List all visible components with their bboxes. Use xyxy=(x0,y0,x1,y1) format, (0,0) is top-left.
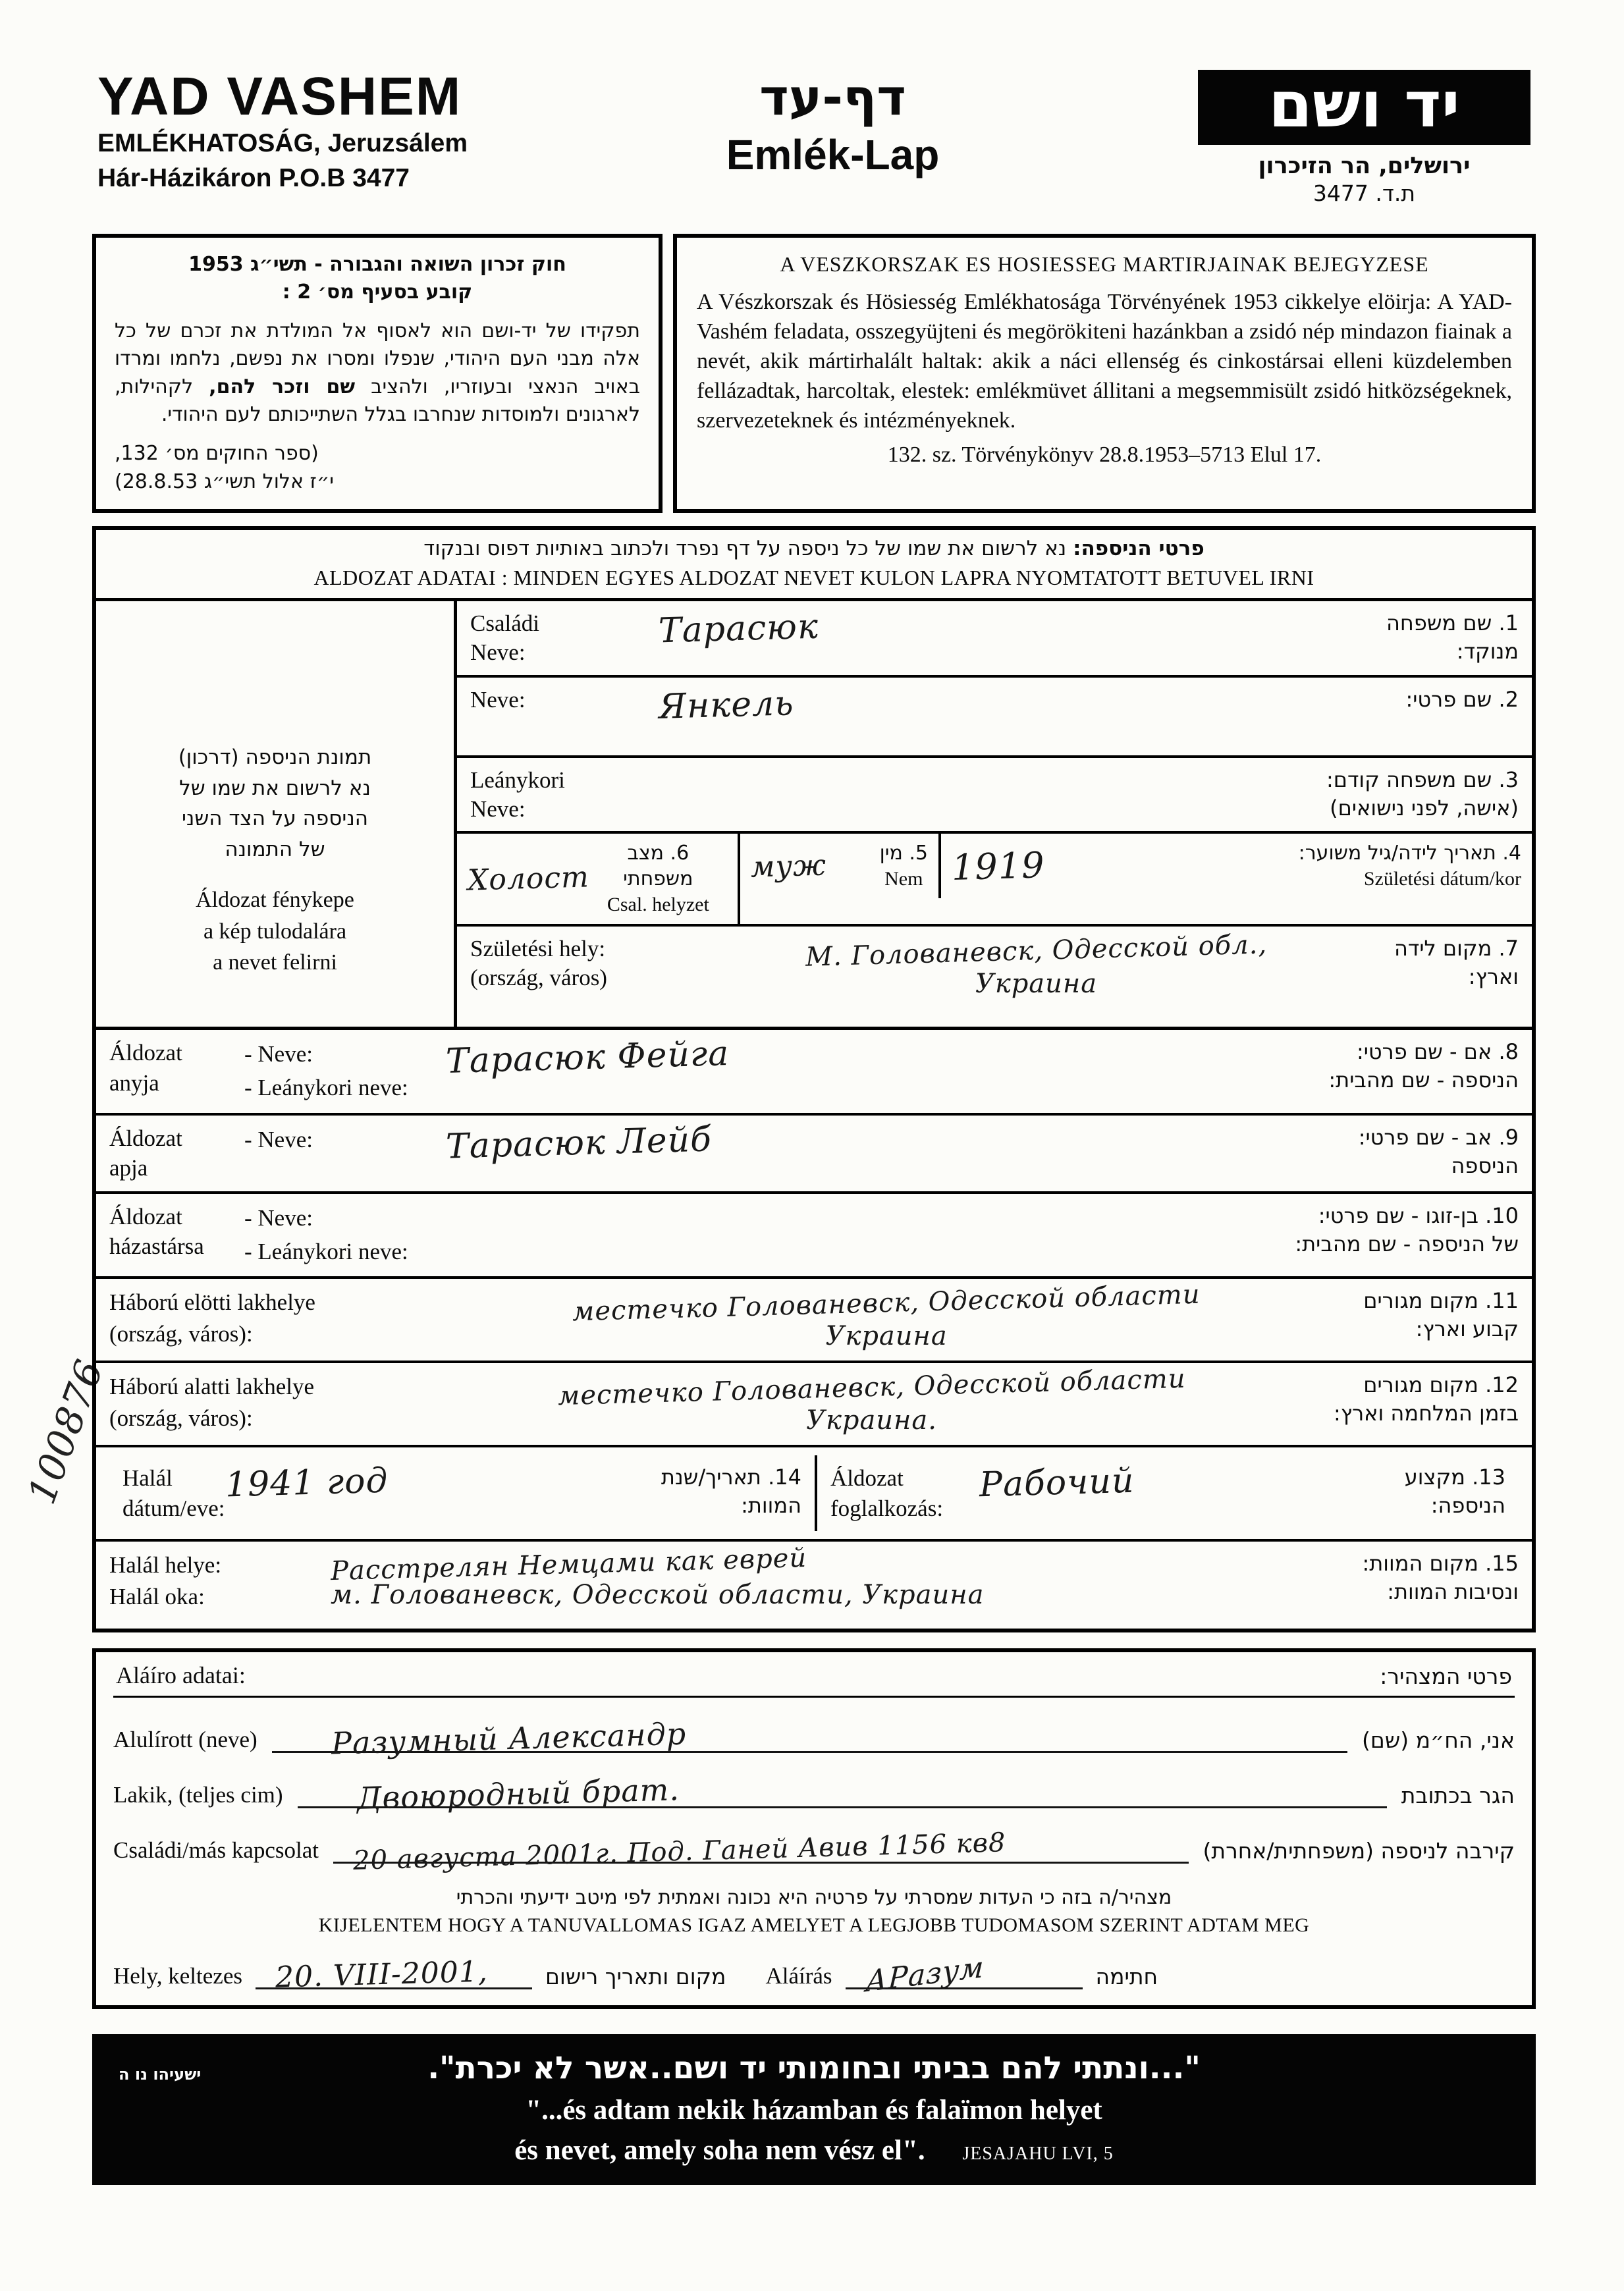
wartime-residence-value-line-2: Украина. xyxy=(806,1405,937,1436)
archival-number-handwritten: 100876 xyxy=(18,1353,113,1510)
photo-heb-line-3: הניספה על הצד השני xyxy=(181,807,369,831)
family-name-heb-line-2: מנוקד: xyxy=(1456,639,1519,664)
father-label xyxy=(109,1123,244,1183)
form-lower-section xyxy=(96,1030,1532,1629)
birthplace-value-line-2: Украина xyxy=(975,969,1098,1000)
mother-heb-line-2: הניספה - שם מהבית: xyxy=(1328,1067,1519,1093)
birth-date-labels xyxy=(1299,840,1521,892)
father-sublabels xyxy=(244,1123,442,1157)
spouse-heb-line-2: של הניספה - שם מהבית: xyxy=(1295,1231,1519,1256)
prewar-residence-heb-line-2: קבוע וארץ: xyxy=(1415,1316,1519,1342)
instruction-hebrew xyxy=(103,537,1525,560)
family-name-label xyxy=(470,609,655,667)
spouse-label-hebrew xyxy=(1295,1202,1519,1258)
declarant-name-line xyxy=(272,1715,1347,1762)
law-reference-hebrew-line-2: י״ז אלול תשי״ג 28.8.53) xyxy=(115,470,334,493)
photo-heb-line-1: תמונת הניספה (דרכון) xyxy=(178,745,372,770)
occupation-label-line-2: foglalkozás: xyxy=(830,1495,944,1521)
form-title-latin: Emlék-Lap xyxy=(726,130,940,178)
sex-label-hebrew: 5. מין xyxy=(879,842,928,865)
footer-quote-hungarian-attribution: JESAJAHU LVI, 5 xyxy=(962,2143,1114,2165)
spouse-sublabels xyxy=(244,1202,442,1269)
place-date-signature-row xyxy=(113,1950,1515,1999)
death-date-heb-line-2: המוות: xyxy=(741,1493,801,1519)
row-death-and-occupation xyxy=(96,1447,1532,1542)
family-name-field xyxy=(655,606,1386,651)
wartime-residence-field xyxy=(406,1363,1334,1437)
birthplace-label-line-2: (ország, város) xyxy=(470,965,607,991)
father-field xyxy=(442,1119,1359,1167)
row-death-place xyxy=(96,1542,1532,1629)
row-wartime-residence xyxy=(96,1363,1532,1447)
declarant-name-row xyxy=(113,1715,1515,1762)
org-subtitle-2: Hár-Házikáron P.O.B 3477 xyxy=(97,163,410,192)
prewar-residence-field xyxy=(406,1279,1363,1353)
family-name-heb-line-1: 1. שם משפחה xyxy=(1386,610,1519,636)
first-name-label xyxy=(470,686,655,714)
row-family-name xyxy=(457,601,1532,678)
family-name-label-line-1: Családi xyxy=(470,610,539,637)
sex-value: муж xyxy=(750,848,827,884)
signature-value: АРазум xyxy=(864,1950,985,1999)
declarant-address-value: Двоюродный брат. xyxy=(356,1771,680,1817)
family-name-label-hebrew xyxy=(1386,609,1519,666)
row-status xyxy=(457,834,1532,927)
declaration-statement xyxy=(113,1886,1515,1937)
declarant-relation-label-hebrew: קירבה לניספה (משפחתית/אחרת) xyxy=(1203,1838,1515,1864)
law-reference-hebrew xyxy=(115,440,640,496)
place-date-label-hebrew: מקום ותאריך רישום xyxy=(545,1964,726,1990)
mother-label-hebrew xyxy=(1328,1038,1519,1094)
first-name-heb-line-1: 2. שם פרטי: xyxy=(1405,686,1519,712)
occupation-label xyxy=(830,1463,975,1523)
wartime-residence-label-line-1: Háború alatti lakhelye xyxy=(109,1374,314,1400)
wartime-residence-label-hebrew xyxy=(1334,1371,1519,1428)
wartime-residence-heb-line-1: 12. מקום מגורים xyxy=(1363,1372,1519,1398)
maiden-name-label-line-2: Neve: xyxy=(470,795,526,822)
father-heb-line-2: הניספה xyxy=(1451,1152,1519,1178)
footer-quote-hungarian-line-1: "...és adtam nekik házamban és falaïmon helyet xyxy=(526,2095,1102,2126)
law-section xyxy=(92,234,1536,514)
prewar-residence-label xyxy=(109,1287,406,1349)
yad-vashem-logo-hebrew: יד ושם xyxy=(1198,70,1530,145)
prewar-residence-label-line-1: Háború elötti lakhelye xyxy=(109,1289,315,1316)
father-heb-line-1: 9. אב - שם פרטי: xyxy=(1358,1124,1519,1150)
victim-data-form xyxy=(92,526,1536,1632)
spouse-heb-line-1: 10. בן-זוגו - שם פרטי: xyxy=(1318,1202,1519,1228)
father-sublabel-1: - Neve: xyxy=(244,1126,313,1152)
logo-address-line: ירושלים, הר הזיכרון xyxy=(1258,152,1471,179)
declarant-address-label-hebrew: הגר בכתובת xyxy=(1401,1783,1515,1809)
maiden-name-label-line-1: Leánykori xyxy=(470,767,565,793)
declarant-section xyxy=(92,1648,1536,2009)
footer-quote-hungarian-line-2 xyxy=(115,2134,1513,2167)
place-date-line xyxy=(256,1954,532,1995)
form-upper-section xyxy=(96,601,1532,1030)
family-name-value: Тарасюк xyxy=(658,606,819,651)
maiden-name-label-hebrew xyxy=(1326,766,1519,822)
wartime-residence-heb-line-2: בזמן המלחמה וארץ: xyxy=(1334,1401,1519,1426)
declaration-statement-hungarian: KIJELENTEM HOGY A TANUVALLOMAS IGAZ AMELYET A LEGJOBB TUDOMASOM SZERINT ADTAM MEG xyxy=(318,1914,1310,1937)
law-body-hebrew xyxy=(115,317,640,429)
death-date-cell xyxy=(109,1455,817,1531)
yad-vashem-logo xyxy=(1198,70,1530,206)
sex-label: Nem xyxy=(884,868,923,890)
mother-name-value: Тарасюк Фейга xyxy=(445,1034,730,1082)
death-place-label-hebrew xyxy=(1362,1550,1519,1606)
logo-pob-line: ת.ד. 3477 xyxy=(1313,180,1416,206)
marital-status-label: Csal. helyzet xyxy=(607,894,709,916)
photo-heb-line-2: נא לרשום את שמו של xyxy=(179,776,371,800)
spouse-label-line-2: házastársa xyxy=(109,1233,204,1260)
instruction-hebrew-rest: נא לרשום את שמו של כל ניספה על דף נפרד ולכתוב באותיות דפוס ובנקוד xyxy=(423,537,1073,561)
maiden-name-label xyxy=(470,766,655,824)
footer-quote-banner xyxy=(92,2034,1536,2185)
instruction-row xyxy=(96,530,1532,601)
document-content xyxy=(92,58,1536,2185)
occupation-value: Рабочий xyxy=(979,1461,1135,1505)
declarant-relation-row xyxy=(113,1827,1515,1877)
sex-labels xyxy=(880,840,928,892)
footer-quote-hebrew-attribution: ישעיהו נו ה xyxy=(119,2065,202,2084)
death-place-value-line-1: Расстрелян Немцами как еврей xyxy=(330,1543,807,1587)
law-title-hebrew: חוק זכרון השואה והגבורה - תשי״ג 1953 xyxy=(188,252,566,276)
father-name-value: Тарасюк Лейб xyxy=(445,1119,713,1167)
row-maiden-name xyxy=(457,758,1532,834)
form-title-block xyxy=(726,68,940,179)
father-label-line-1: Áldozat xyxy=(109,1125,182,1151)
birthplace-field xyxy=(674,929,1394,1000)
occupation-field xyxy=(975,1463,1405,1503)
org-block xyxy=(97,67,468,194)
prewar-residence-value-line-1: местечко Голованевск, Одесской области xyxy=(572,1279,1201,1328)
sex-cell xyxy=(740,834,941,898)
photo-hu-line-2: a kép tulodalára xyxy=(203,919,347,944)
maiden-name-heb-line-2: (אישה, לפני נישואים) xyxy=(1330,795,1519,821)
photo-heb-line-4: של התמונה xyxy=(225,837,325,861)
birthplace-label xyxy=(470,934,674,992)
law-body-hungarian: A Vészkorszak és Hösiesség Emlékhatosága Törvényének 1953 cikkelye elöirja: A YAD-Vashém feladata, osszegyüjteni és megörökiteni hazánkban a zsidó nép mindazon fiainak a nevét, akik mártirhalált haltak: akik a náci ellenség és cinkostársai elleni küzdelemben fellázadtak, harcoltak, elestek: emlékmüvet állitani a megsemmisült zsidó hitközségeknek, szervezeteknek és intézményeknek. xyxy=(697,289,1512,433)
footer-quote-hebrew-text: "...ונתתי להם בביתי ובחומותי יד ושם..אשר לא יכרת". xyxy=(427,2050,1201,2087)
place-date-label: Hely, keltezes xyxy=(113,1963,242,1989)
declarant-relation-label: Családi/más kapcsolat xyxy=(113,1837,319,1864)
mother-label xyxy=(109,1038,244,1098)
declarant-header-label: Aláíro adatai: xyxy=(116,1662,246,1689)
maiden-name-heb-line-1: 3. שם משפחה קודם: xyxy=(1326,767,1519,792)
place-date-value: 20. VIII-2001, xyxy=(275,1954,489,1995)
declarant-address-label: Lakik, (teljes cim) xyxy=(113,1782,283,1808)
first-name-field xyxy=(655,683,1405,727)
law-reference-hebrew-line-1: (ספר החוקים מס׳ 132, xyxy=(115,442,319,466)
declarant-relation-line xyxy=(333,1827,1188,1877)
photo-box-hungarian-text xyxy=(113,884,437,979)
row-birthplace xyxy=(457,927,1532,1027)
spouse-sublabel-2: - Leánykori neve: xyxy=(244,1238,408,1264)
declarant-name-label: Alulírott (neve) xyxy=(113,1727,257,1753)
death-date-label-line-1: Halál xyxy=(122,1465,173,1492)
row-prewar-residence xyxy=(96,1279,1532,1363)
law-reference-hungarian: 132. sz. Törvénykönyv 28.8.1953–5713 Elul 17. xyxy=(887,442,1322,467)
death-date-value: 1941 год xyxy=(225,1461,389,1505)
signature-label: Aláírás xyxy=(765,1963,832,1989)
birth-date-cell xyxy=(941,834,1532,898)
photo-box-hebrew-text xyxy=(113,742,437,865)
mother-label-line-1: Áldozat xyxy=(109,1040,182,1066)
birth-date-label: Születési dátum/kor xyxy=(1363,868,1521,890)
occupation-heb-line-2: הניספה: xyxy=(1430,1493,1505,1519)
photo-box xyxy=(96,601,457,1027)
row-spouse xyxy=(96,1194,1532,1280)
upper-rows xyxy=(457,601,1532,1027)
mother-heb-line-1: 8. אם - שם פרטי: xyxy=(1356,1039,1519,1065)
death-place-field xyxy=(327,1543,1362,1611)
prewar-residence-value-line-2: Украина xyxy=(825,1321,948,1352)
declarant-header-label-hebrew: פרטי המצהיר: xyxy=(1380,1663,1512,1690)
row-first-name xyxy=(457,678,1532,758)
occupation-heb-line-1: 13. מקצוע xyxy=(1404,1465,1505,1490)
footer-quote-hungarian-text: és nevet, amely soha nem vész el". xyxy=(514,2135,925,2167)
birthplace-value-line-1: М. Голованевск, Одесской обл., xyxy=(805,929,1268,973)
death-date-label-line-2: dátum/eve: xyxy=(122,1495,225,1521)
occupation-label-hebrew xyxy=(1405,1463,1505,1520)
law-body-hebrew-2: לקהילות, לארגונים ולמוסדות שנחרבו בגלל השתייכותם לעם היהודי. xyxy=(115,375,640,427)
declarant-name-value: Разумный Александр xyxy=(331,1715,687,1762)
birth-year-value: 1919 xyxy=(951,844,1046,888)
prewar-residence-heb-line-1: 11. מקום מגורים xyxy=(1363,1288,1519,1314)
birth-date-label-hebrew: 4. תאריך לידה/גיל משוער: xyxy=(1298,842,1521,865)
declaration-statement-hebrew: מצהיר/ה בזה כי העדות שמסרתי על פרטיה היא נכונה ואמתית לפי מיטב ידיעתי והכרתי xyxy=(456,1886,1172,1910)
declarant-header xyxy=(113,1661,1515,1698)
row-mother xyxy=(96,1030,1532,1116)
law-title-hungarian: A VESZKORSZAK ES HOSIESSEG MARTIRJAINAK BEJEGYZESE xyxy=(780,252,1429,276)
occupation-cell xyxy=(817,1455,1519,1531)
declarant-address-line xyxy=(298,1771,1387,1817)
mother-label-line-2: anyja xyxy=(109,1069,159,1096)
marital-status-labels xyxy=(589,840,727,917)
occupation-label-line-1: Áldozat xyxy=(830,1465,904,1492)
photo-hu-line-1: Áldozat fénykepe xyxy=(196,888,354,913)
death-place-heb-line-1: 15. מקום המוות: xyxy=(1362,1551,1519,1577)
declarant-name-label-hebrew: אני, הח״מ (שם) xyxy=(1362,1727,1515,1754)
wartime-residence-label-line-2: (ország, város): xyxy=(109,1405,253,1431)
row-father xyxy=(96,1116,1532,1194)
spouse-label xyxy=(109,1202,244,1262)
family-name-label-line-2: Neve: xyxy=(470,639,526,666)
death-place-label-line-1: Halál helye: xyxy=(109,1552,222,1578)
footer-quote-hebrew xyxy=(115,2050,1513,2086)
prewar-residence-label-line-2: (ország, város): xyxy=(109,1320,253,1347)
first-name-label-hebrew xyxy=(1405,686,1519,714)
photo-hu-line-3: a nevet felirni xyxy=(213,950,337,975)
birthplace-label-line-1: Születési hely: xyxy=(470,936,606,962)
father-label-line-2: apja xyxy=(109,1155,148,1181)
declarant-relation-value: 20 августа 2001г. Под. Ганей Авив 1156 кв8 xyxy=(352,1827,1006,1877)
marital-status-label-hebrew: 6. מצב משפחתי xyxy=(623,842,693,891)
death-date-label xyxy=(122,1463,225,1523)
spouse-label-line-1: Áldozat xyxy=(109,1203,182,1229)
marital-status-cell xyxy=(457,834,740,924)
law-subtitle-hebrew: קובע בסעיף מס׳ 2 : xyxy=(282,281,473,304)
mother-sublabels xyxy=(244,1038,442,1105)
death-date-label-hebrew xyxy=(661,1463,801,1520)
birthplace-heb-line-2: וארץ: xyxy=(1468,964,1519,990)
father-label-hebrew xyxy=(1359,1123,1519,1180)
law-body-hebrew-1: תפקידו של יד-ושם הוא לאסוף אל המולדת את זכרם של כל אלה מבני העם היהודי, שנפלו ומסרו את נפשם, נלחמו ומרדו באויב הנאצי ובעוזריו, ולהציב xyxy=(115,319,640,398)
marital-status-value: Холост xyxy=(467,860,590,898)
instruction-latin: ALDOZAT ADATAI : MINDEN EGYES ALDOZAT NEVET KULON LAPRA NYOMTATOTT BETUVEL IRNI xyxy=(313,566,1314,590)
law-text-hungarian-box xyxy=(673,234,1536,514)
first-name-label-line-1: Neve: xyxy=(470,686,526,713)
death-date-field xyxy=(221,1463,661,1503)
declarant-address-row xyxy=(113,1771,1515,1817)
death-date-heb-line-1: 14. תאריך/שנת xyxy=(661,1465,801,1490)
death-place-heb-line-2: ונסיבות המוות: xyxy=(1387,1579,1519,1605)
signature-line xyxy=(846,1950,1083,1999)
law-text-hebrew-box xyxy=(92,234,663,514)
mother-sublabel-2: - Leánykori neve: xyxy=(244,1075,408,1101)
birthplace-label-hebrew xyxy=(1394,934,1519,991)
form-title-hebrew: דף-עד xyxy=(759,68,906,126)
wartime-residence-value-line-1: местечко Голованевск, Одесской области xyxy=(557,1363,1186,1412)
wartime-residence-label xyxy=(109,1371,406,1434)
mother-sublabel-1: - Neve: xyxy=(244,1041,313,1067)
birthplace-heb-line-1: 7. מקום לידה xyxy=(1394,936,1519,961)
death-place-value-line-2: м. Голованевск, Одесской области, Украина xyxy=(331,1580,985,1611)
spouse-sublabel-1: - Neve: xyxy=(244,1204,313,1231)
header xyxy=(92,58,1536,206)
org-subtitle-1: EMLÉKHATOSÁG, Jeruzsálem xyxy=(97,129,468,157)
first-name-value: Янкель xyxy=(658,683,795,727)
instruction-hebrew-bold: פרטי הניספה: xyxy=(1073,537,1204,561)
mother-field xyxy=(442,1034,1328,1082)
law-body-hebrew-bold: שם וזכר להם, xyxy=(209,375,356,398)
org-name: YAD VASHEM xyxy=(97,67,462,126)
death-place-label-line-2: Halál oka: xyxy=(109,1583,205,1609)
signature-label-hebrew: חתימה xyxy=(1095,1964,1158,1990)
prewar-residence-label-hebrew xyxy=(1363,1287,1519,1343)
death-place-label xyxy=(109,1550,327,1612)
